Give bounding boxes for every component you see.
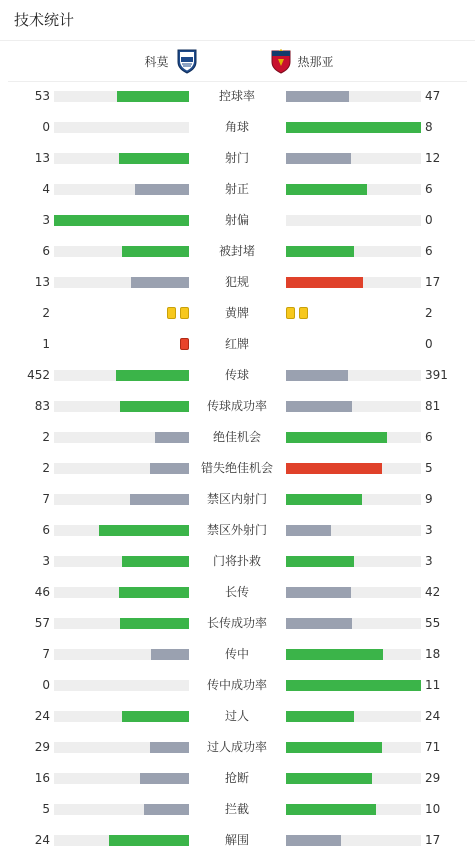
stat-row (0, 236, 475, 267)
stat-row (0, 763, 475, 794)
home-value: 46 (34, 585, 50, 599)
away-value: 55 (425, 616, 441, 630)
away-bar-track (286, 587, 421, 598)
away-value: 47 (425, 89, 441, 103)
stat-row (0, 639, 475, 670)
away-value: 391 (425, 368, 448, 382)
genoa-crest-icon (270, 48, 292, 74)
stat-label: 射正 (224, 182, 249, 196)
away-team-name: 热那亚 (297, 54, 334, 69)
yellow-card-icon (286, 307, 295, 319)
home-value: 5 (42, 802, 50, 816)
away-bar-track (286, 122, 421, 133)
away-value: 0 (425, 213, 433, 227)
home-value: 53 (34, 89, 50, 103)
stat-label: 控球率 (218, 89, 255, 103)
home-bar-fill (54, 215, 189, 226)
red-card-icon (180, 338, 189, 350)
stat-row (0, 825, 475, 856)
away-value: 6 (425, 244, 433, 258)
away-bar-track (286, 401, 421, 412)
away-bar-fill (286, 835, 341, 846)
stats-list (0, 81, 475, 856)
home-value: 57 (34, 616, 50, 630)
home-bar-fill (116, 370, 189, 381)
stat-label: 被封堵 (218, 244, 255, 258)
stat-row (0, 329, 475, 360)
stat-row (0, 484, 475, 515)
home-bar-track (54, 525, 189, 536)
home-bar-fill (119, 587, 189, 598)
home-bar-track (54, 215, 189, 226)
home-bar-track (54, 680, 189, 691)
away-bar-track (286, 618, 421, 629)
away-value: 42 (425, 585, 441, 599)
away-value: 29 (425, 771, 441, 785)
stat-label: 传球成功率 (206, 399, 267, 413)
stat-label: 过人 (224, 709, 249, 723)
stat-label: 射偏 (224, 213, 249, 227)
away-bar-track (286, 215, 421, 226)
yellow-card-icon (180, 307, 189, 319)
page-title: 技术统计 (14, 11, 75, 29)
home-value: 1 (42, 337, 50, 351)
away-bar-track (286, 91, 421, 102)
away-bar-track (286, 525, 421, 536)
stat-label: 长传成功率 (206, 616, 267, 630)
home-bar-track (54, 91, 189, 102)
home-value: 452 (27, 368, 50, 382)
away-bar-track (286, 773, 421, 784)
away-value: 24 (425, 709, 441, 723)
away-bar-track (286, 184, 421, 195)
away-bar-track (286, 556, 421, 567)
stat-label: 传中 (224, 647, 249, 661)
away-bar-fill (286, 122, 421, 133)
home-team[interactable] (144, 41, 198, 81)
stat-label: 抢断 (224, 771, 249, 785)
home-bar-track (54, 773, 189, 784)
away-value: 12 (425, 151, 441, 165)
stat-row (0, 360, 475, 391)
stat-label: 错失绝佳机会 (200, 461, 273, 475)
away-bar-track (286, 277, 421, 288)
home-value: 24 (34, 709, 50, 723)
away-value: 81 (425, 399, 441, 413)
home-bar-fill (155, 432, 189, 443)
away-value: 71 (425, 740, 441, 754)
stat-row (0, 205, 475, 236)
away-value: 3 (425, 554, 433, 568)
stat-label: 黄牌 (224, 306, 249, 320)
away-bar-fill (286, 680, 421, 691)
home-cards (180, 338, 189, 351)
stat-row (0, 794, 475, 825)
home-team-name: 科莫 (144, 54, 169, 69)
away-bar-fill (286, 587, 351, 598)
home-bar-track (54, 742, 189, 753)
home-cards (167, 307, 189, 320)
home-value: 16 (34, 771, 50, 785)
stat-row (0, 81, 475, 112)
stat-label: 门将扑救 (212, 554, 261, 568)
away-value: 3 (425, 523, 433, 537)
away-bar-track (286, 835, 421, 846)
home-value: 83 (34, 399, 50, 413)
home-value: 0 (42, 678, 50, 692)
away-bar-fill (286, 525, 331, 536)
home-value: 3 (42, 554, 50, 568)
stat-row (0, 391, 475, 422)
home-bar-fill (135, 184, 189, 195)
home-bar-track (54, 370, 189, 381)
away-bar-fill (286, 153, 351, 164)
away-bar-fill (286, 773, 372, 784)
home-bar-track (54, 556, 189, 567)
away-bar-fill (286, 649, 383, 660)
away-value: 9 (425, 492, 433, 506)
away-bar-track (286, 370, 421, 381)
away-bar-track (286, 680, 421, 691)
stat-label: 绝佳机会 (212, 430, 261, 444)
away-bar-track (286, 494, 421, 505)
home-bar-fill (122, 556, 190, 567)
home-bar-track (54, 618, 189, 629)
away-bar-track (286, 804, 421, 815)
stat-label: 角球 (224, 120, 249, 134)
home-value: 7 (42, 647, 50, 661)
home-bar-track (54, 649, 189, 660)
home-bar-track (54, 711, 189, 722)
home-value: 4 (42, 182, 50, 196)
stat-label: 长传 (224, 585, 249, 599)
stat-label: 红牌 (224, 337, 249, 351)
home-value: 13 (34, 275, 50, 289)
away-bar-track (286, 432, 421, 443)
home-bar-fill (144, 804, 189, 815)
away-bar-track (286, 246, 421, 257)
stat-row (0, 577, 475, 608)
home-bar-fill (120, 401, 189, 412)
home-bar-track (54, 246, 189, 257)
away-bar-fill (286, 246, 354, 257)
home-bar-track (54, 463, 189, 474)
como-crest-icon (175, 48, 199, 74)
away-bar-fill (286, 370, 348, 381)
home-bar-fill (150, 463, 189, 474)
home-bar-track (54, 804, 189, 815)
yellow-card-icon (167, 307, 176, 319)
stat-row (0, 515, 475, 546)
stat-row (0, 143, 475, 174)
away-bar-track (286, 153, 421, 164)
home-bar-track (54, 432, 189, 443)
stat-row (0, 670, 475, 701)
home-bar-fill (120, 618, 189, 629)
stat-row (0, 701, 475, 732)
away-value: 10 (425, 802, 441, 816)
away-value: 0 (425, 337, 433, 351)
home-bar-fill (150, 742, 189, 753)
away-bar-fill (286, 742, 382, 753)
away-bar-fill (286, 711, 354, 722)
away-value: 17 (425, 275, 441, 289)
home-bar-track (54, 587, 189, 598)
stat-label: 传中成功率 (206, 678, 267, 692)
home-value: 6 (42, 244, 50, 258)
away-value: 8 (425, 120, 433, 134)
home-bar-fill (140, 773, 189, 784)
stat-label: 犯规 (224, 275, 249, 289)
home-value: 24 (34, 833, 50, 847)
away-bar-track (286, 742, 421, 753)
home-bar-fill (122, 711, 190, 722)
home-value: 3 (42, 213, 50, 227)
stat-row (0, 267, 475, 298)
home-bar-track (54, 401, 189, 412)
away-bar-fill (286, 184, 367, 195)
home-bar-track (54, 184, 189, 195)
away-value: 5 (425, 461, 433, 475)
away-bar-fill (286, 91, 349, 102)
home-value: 0 (42, 120, 50, 134)
away-bar-fill (286, 618, 352, 629)
stat-label: 禁区内射门 (206, 492, 267, 506)
home-bar-fill (130, 494, 189, 505)
stat-row (0, 298, 475, 329)
stat-label: 射门 (224, 151, 249, 165)
yellow-card-icon (299, 307, 308, 319)
away-bar-fill (286, 463, 382, 474)
away-value: 2 (425, 306, 433, 320)
teams-row (8, 41, 467, 82)
stat-row (0, 453, 475, 484)
away-team[interactable] (270, 41, 334, 81)
away-bar-fill (286, 556, 354, 567)
stat-row (0, 174, 475, 205)
away-bar-fill (286, 277, 363, 288)
home-value: 2 (42, 306, 50, 320)
stat-row (0, 608, 475, 639)
away-bar-fill (286, 401, 352, 412)
home-bar-track (54, 494, 189, 505)
away-bar-fill (286, 804, 376, 815)
home-bar-fill (151, 649, 189, 660)
stat-label: 拦截 (224, 802, 249, 816)
away-bar-fill (286, 494, 362, 505)
stat-row (0, 112, 475, 143)
home-bar-track (54, 835, 189, 846)
stat-row (0, 546, 475, 577)
home-value: 7 (42, 492, 50, 506)
home-value: 2 (42, 461, 50, 475)
away-value: 18 (425, 647, 441, 661)
away-bar-track (286, 463, 421, 474)
stat-label: 传球 (224, 368, 249, 382)
away-cards (286, 307, 308, 320)
away-value: 17 (425, 833, 441, 847)
home-bar-fill (109, 835, 189, 846)
stat-label: 过人成功率 (206, 740, 267, 754)
home-bar-fill (119, 153, 189, 164)
home-value: 2 (42, 430, 50, 444)
away-value: 6 (425, 430, 433, 444)
stat-row (0, 422, 475, 453)
away-value: 6 (425, 182, 433, 196)
home-bar-track (54, 277, 189, 288)
away-bar-track (286, 711, 421, 722)
away-bar-track (286, 649, 421, 660)
home-bar-track (54, 153, 189, 164)
home-bar-fill (122, 246, 190, 257)
away-value: 11 (425, 678, 441, 692)
home-bar-track (54, 122, 189, 133)
home-value: 13 (34, 151, 50, 165)
stat-label: 解围 (224, 833, 249, 847)
stat-row (0, 732, 475, 763)
home-value: 6 (42, 523, 50, 537)
home-bar-fill (117, 91, 189, 102)
home-bar-fill (99, 525, 189, 536)
page-header (0, 0, 475, 41)
stat-label: 禁区外射门 (206, 523, 267, 537)
home-value: 29 (34, 740, 50, 754)
away-bar-fill (286, 432, 387, 443)
home-bar-fill (131, 277, 189, 288)
